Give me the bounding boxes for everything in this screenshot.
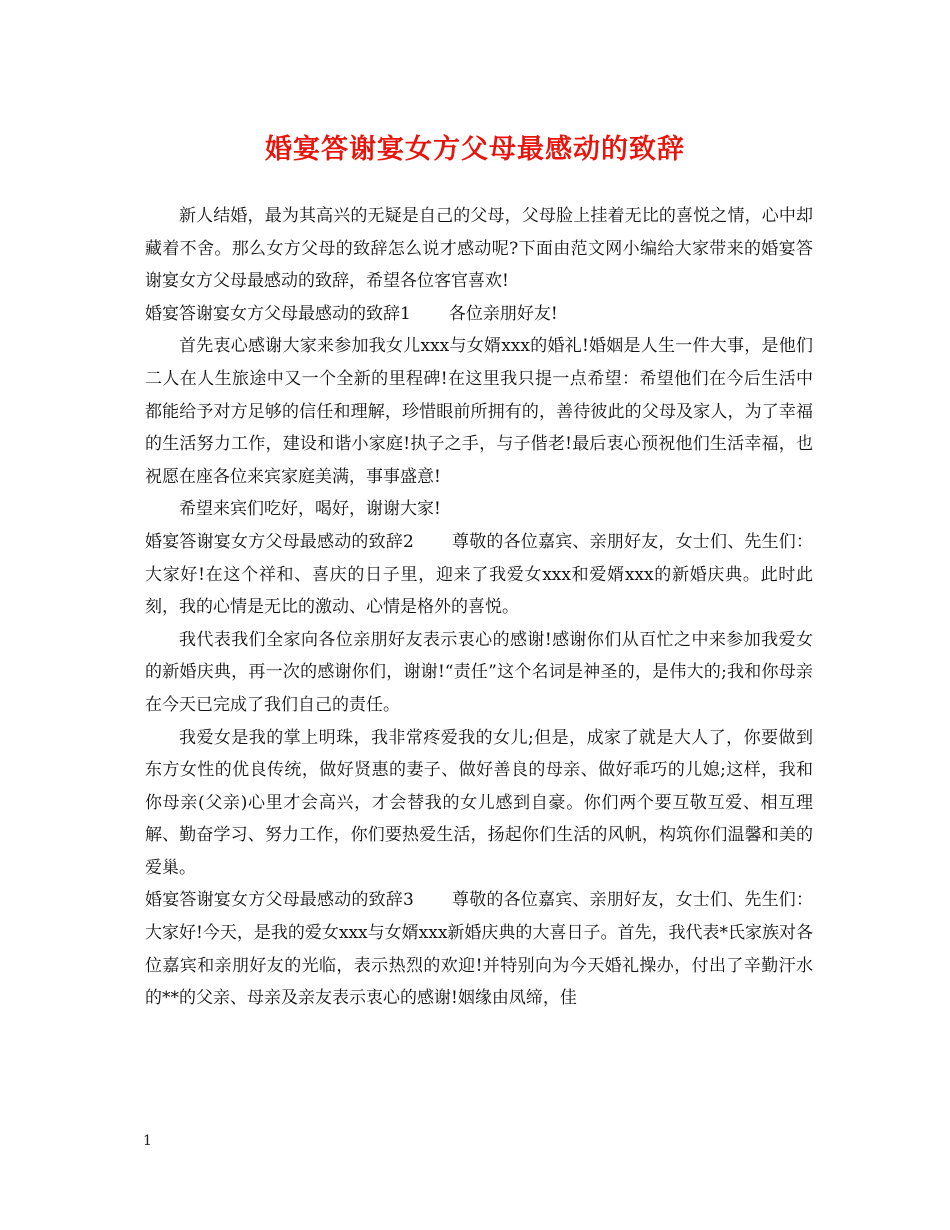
intro-paragraph: 新人结婚，最为其高兴的无疑是自己的父母，父母脸上挂着无比的喜悦之情，心中却藏着不舍。那么女方父母的致辞怎么说才感动呢?下面由范文网小编给大家带来的婚宴答谢宴女方父母最感动的致辞，希望各位客官喜欢!	[145, 206, 813, 292]
section-1-paragraph: 希望来宾们吃好，喝好，谢谢大家!	[179, 499, 441, 520]
section-3-heading: 婚宴答谢宴女方父母最感动的致辞3	[145, 890, 414, 911]
section-1-heading-line	[145, 298, 813, 331]
page-number: 1	[143, 1133, 152, 1149]
section-3-heading-line	[145, 884, 813, 1014]
section-1-paragraph: 首先衷心感谢大家来参加我女儿xxx与女婿xxx的婚礼!婚姻是人生一件大事，是他们二人在人生旅途中又一个全新的里程碑!在这里我只提一点希望：希望他们在今后生活中都能给予对方足够的信任和理解，珍惜眼前所拥有的，善待彼此的父母及家人，为了幸福的生活努力工作，建设和谐小家庭!执子之手，与子偕老!最后衷心预祝他们生活幸福，也祝愿在座各位来宾家庭美满，事事盛意!	[145, 336, 813, 487]
section-2-opening: 尊敬的各位嘉宾、亲朋好友，女士们、先生们：大家好!在这个祥和、喜庆的日子里，迎来了我爱女xxx和爱婿xxx的新婚庆典。此时此刻，我的心情是无比的激动、心情是格外的喜悦。	[145, 531, 813, 618]
section-1-heading: 婚宴答谢宴女方父母最感动的致辞1	[145, 303, 411, 324]
document-title: 婚宴答谢宴女方父母最感动的致辞	[265, 134, 685, 165]
section-2-heading: 婚宴答谢宴女方父母最感动的致辞2	[145, 531, 414, 552]
section-3-opening: 尊敬的各位嘉宾、亲朋好友，女士们、先生们：大家好!今天，是我的爱女xxx与女婿xxx新婚庆典的大喜日子。首先，我代表*氏家族对各位嘉宾和亲朋好友的光临，表示热烈的欢迎!并特别向为今天婚礼操办，付出了辛勤汗水的**的父亲、母亲及亲友表示衷心的感谢!姻缘由凤缔，佳	[145, 890, 813, 1009]
section-2-paragraph: 我爱女是我的掌上明珠，我非常疼爱我的女儿;但是，成家了就是大人了，你要做到东方女性的优良传统，做好贤惠的妻子、做好善良的母亲、做好乖巧的儿媳;这样，我和你母亲(父亲)心里才会高兴，才会替我的女儿感到自豪。你们两个要互敬互爱、相互理解、勤奋学习、努力工作，你们要热爱生活，扬起你们生活的风帆，构筑你们温馨和美的爱巢。	[145, 727, 813, 878]
section-2-paragraph: 我代表我们全家向各位亲朋好友表示衷心的感谢!感谢你们从百忙之中来参加我爱女的新婚庆典，再一次的感谢你们，谢谢!“责任”这个名词是神圣的，是伟大的;我和你母亲在今天已完成了我们自己的责任。	[145, 629, 813, 715]
section-1-opening: 各位亲朋好友!	[448, 303, 558, 324]
section-2-heading-line	[145, 526, 813, 624]
document-body	[145, 200, 813, 1015]
